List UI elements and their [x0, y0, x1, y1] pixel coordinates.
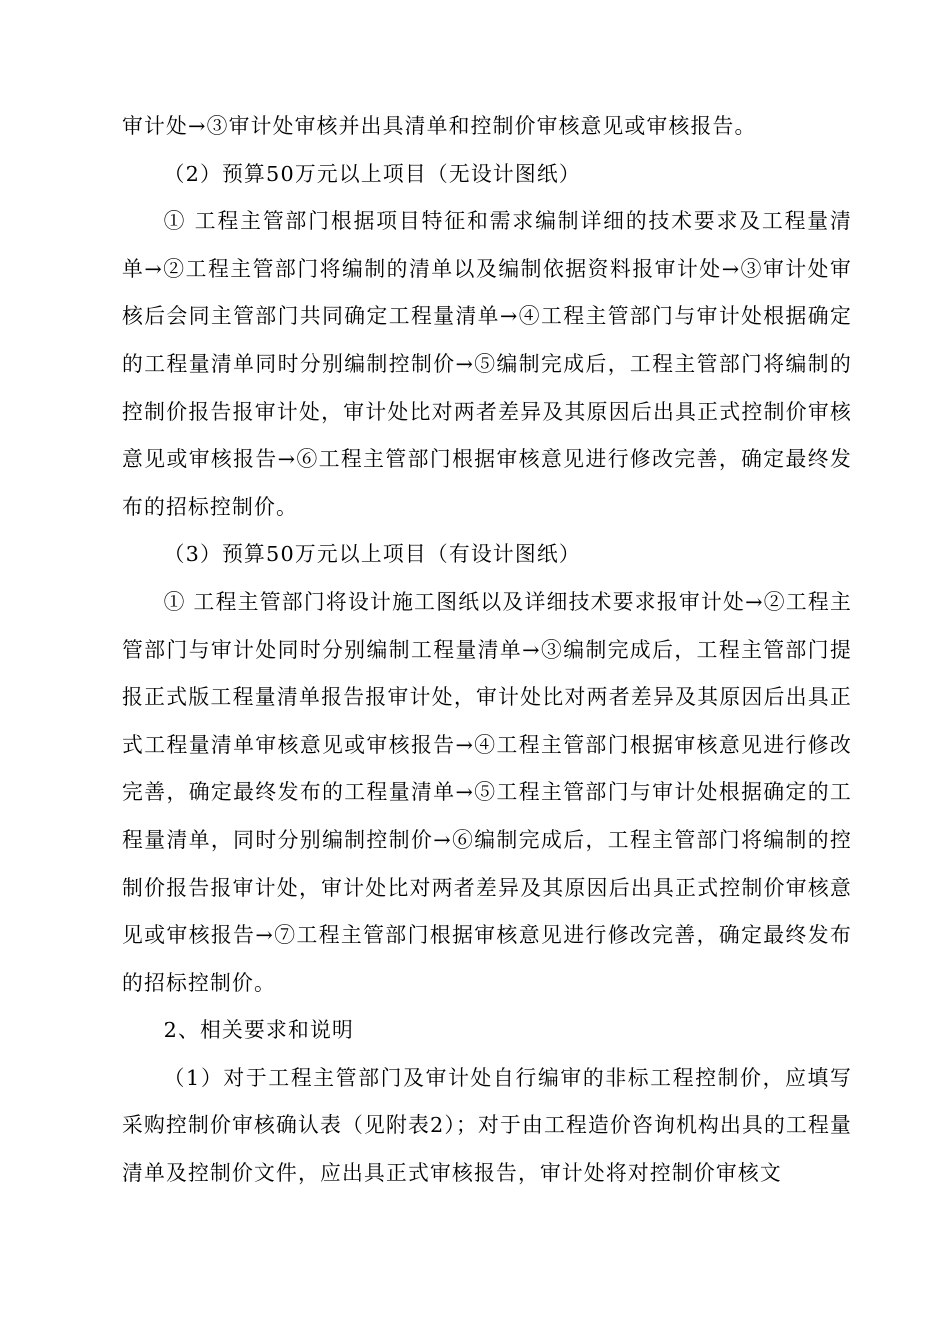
heading-budget-over-50w-with-drawings: （3）预算50万元以上项目（有设计图纸）	[163, 542, 581, 567]
paragraph-continuation: 审计处→③审计处审核并出具清单和控制价审核意见或审核报告。	[122, 114, 757, 138]
document-body	[122, 103, 852, 1198]
paragraph-procedure-no-drawings: ① 工程主管部门根据项目特征和需求编制详细的技术要求及工程量清单→②工程主管部门将编制的清单以及编制依据资料报审计处→③审计处审核后会同主管部门共同确定工程量清单→④工程主管部门与审计处根据确定的工程量清单同时分别编制控制价→⑤编制完成后，工程主管部门将编制的控制价报告报审计处，审计处比对两者差异及其原因后出具正式控制价审核意见或审核报告→⑥工程主管部门根据审核意见进行修改完善，确定最终发布的招标控制价。	[122, 209, 852, 519]
paragraph-procedure-with-drawings: ① 工程主管部门将设计施工图纸以及详细技术要求报审计处→②工程主管部门与审计处同时分别编制工程量清单→③编制完成后，工程主管部门提报正式版工程量清单报告报审计处，审计处比对两者差异及其原因后出具正式工程量清单审核意见或审核报告→④工程主管部门根据审核意见进行修改完善，确定最终发布的工程量清单→⑤工程主管部门与审计处根据确定的工程量清单，同时分别编制控制价→⑥编制完成后，工程主管部门将编制的控制价报告报审计处，审计处比对两者差异及其原因后出具正式控制价审核意见或审核报告→⑦工程主管部门根据审核意见进行修改完善，确定最终发布的招标控制价。	[122, 589, 852, 995]
paragraph-requirement-1: （1）对于工程主管部门及审计处自行编审的非标工程控制价，应填写采购控制价审核确认表（见附表2）；对于由工程造价咨询机构出具的工程量清单及控制价文件，应出具正式审核报告，审计处将对控制价审核文	[122, 1065, 852, 1186]
heading-budget-over-50w-no-drawings: （2）预算50万元以上项目（无设计图纸）	[163, 161, 581, 186]
heading-requirements: 2、相关要求和说明	[163, 1018, 354, 1043]
